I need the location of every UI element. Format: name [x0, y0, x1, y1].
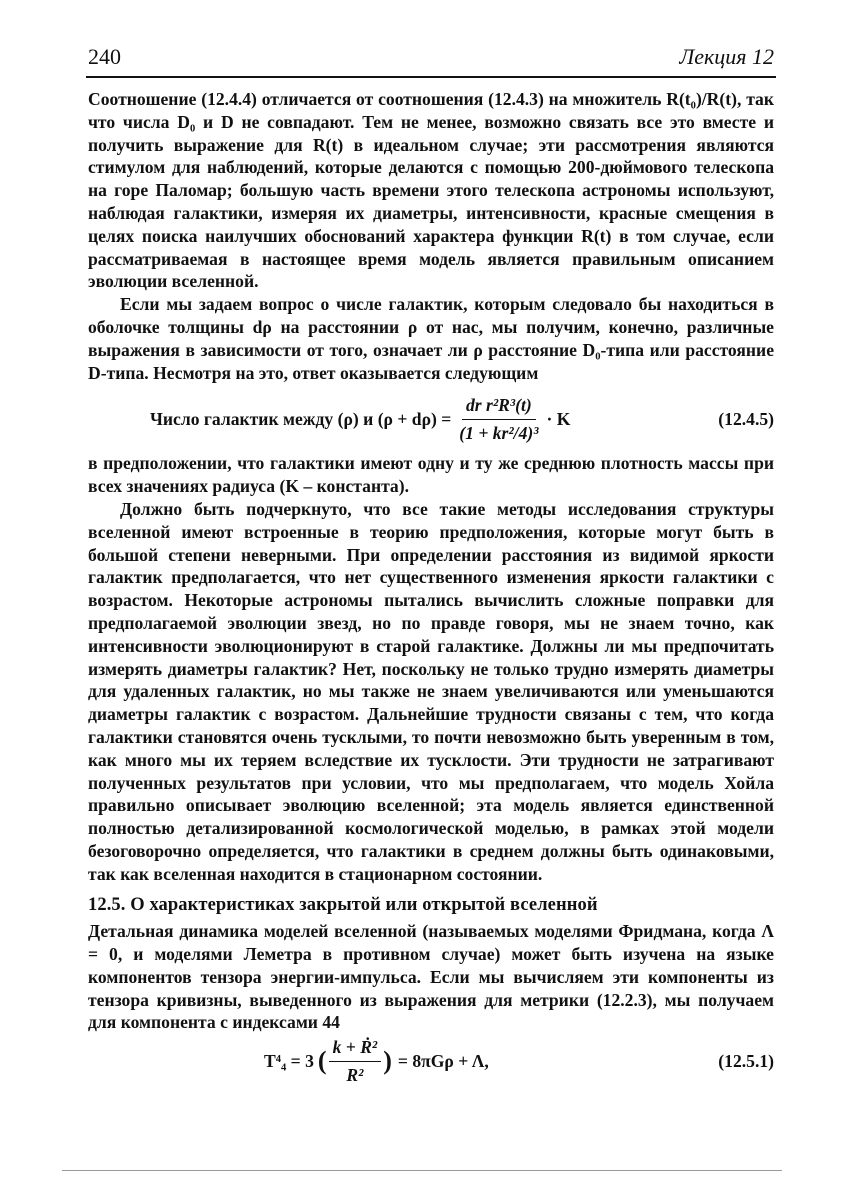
equation-12-4-5	[88, 388, 774, 450]
paragraph-1: Соотношение (12.4.4) отличается от соотношения (12.4.3) на множитель R(t₀)/R(t), так что числа D₀ и D не совпадают. Тем не менее, возможно связать все это вместе и получить выражение для R(t) в идеальном случае; эти рассмотрения являются стимулом для наблюдений, которые делаются с помощью 200-дюймового телескопа на горе Паломар; большую часть времени этого телескопа астрономы используют, наблюдая галактики, измеряя их диаметры, интенсивности, красные смещения в целях поиска наилучших обоснований характера функции R(t) в том случае, если рассматриваемая в настоящее время модель является правильным описанием эволюции вселенной.	[88, 89, 774, 292]
left-paren: (	[317, 1045, 327, 1075]
equation-1-rhs: · K	[546, 408, 571, 429]
scan-bottom-edge	[62, 1170, 782, 1171]
equation-1-fraction	[459, 394, 538, 445]
equation-1-denominator: (1 + kr²/4)³	[459, 422, 539, 443]
paragraph-5: Детальная динамика моделей вселенной (называемых моделями Фридмана, когда Λ = 0, и моделями Леметра в противном случае) может быть изучена на языке компонентов тензора энергии-импульса. Если мы вычисляем эти компоненты из тензора кривизны, выведенного из выражения для метрики (12.2.3), мы получаем для компонента с индексами 44	[88, 921, 774, 1033]
equation-1-lhs: Число галактик между (ρ) и (ρ + dρ) =	[150, 408, 452, 429]
equation-2-denominator: R²	[346, 1064, 364, 1085]
equation-2-number: (12.5.1)	[718, 1050, 774, 1071]
page-number: 240	[88, 44, 121, 69]
equation-2-lhs: T⁴₄ = 3	[264, 1050, 314, 1071]
right-paren: )	[383, 1045, 392, 1075]
chapter-title: Лекция 12	[679, 44, 774, 69]
equation-2-fraction	[329, 1036, 382, 1087]
equation-2-rhs: = 8πGρ + Λ,	[397, 1050, 489, 1071]
header-rule	[86, 76, 776, 78]
equation-12-5-1	[88, 1036, 774, 1086]
equation-1-numerator: dr r²R³(t)	[462, 394, 536, 420]
paragraph-4: Должно быть подчеркнуто, что все такие методы исследования структуры вселенной имеют встроенные в теорию предположения, которые могут быть в большой степени неверными. При определении расстояния из видимой яркости галактик предполагается, что нет существенного изменения яркости галактики с возрастом. Некоторые астрономы пытались вычислить сложные поправки для предполагаемой эволюции звезд, но по правде говоря, мы не знаем точно, как интенсивности эволюционируют в старой галактике. Должны ли мы предпочитать измерять диаметры галактик? Нет, поскольку не только трудно измерять диаметры для удаленных галактик, но мы также не знаем увеличиваются или уменьшаются диаметры галактик с возрастом. Дальнейшие трудности связаны с тем, что когда галактики становятся очень тусклыми, то почти невозможно быть уверенным в том, как много мы их теряем вследствие их тусклости. Эти трудности не затрагивают полученных результатов при условии, что мы предполагаем, что модель Хойла правильно описывает эволюцию вселенной; эта модель является единственной полностью детализированной космологической моделью, в рамках этой модели безоговорочно определяется, что галактики в среднем должны быть одинаковыми, так как вселенная находится в стационарном состоянии.	[88, 498, 774, 884]
paragraph-3: в предположении, что галактики имеют одну и ту же среднюю плотность массы при всех значениях радиуса (K – константа).	[88, 453, 774, 497]
section-heading: 12.5. О характеристиках закрытой или открытой вселенной	[88, 894, 598, 915]
paragraph-2: Если мы задаем вопрос о числе галактик, которым следовало бы находиться в оболочке толщины dρ на расстоянии ρ от нас, мы получим, конечно, различные выражения в зависимости от того, означает ли ρ расстояние D₀-типа или расстояние D-типа. Несмотря на это, ответ оказывается следующим	[88, 294, 774, 383]
page-header	[88, 44, 774, 74]
equation-2-numerator: k + Ṙ²	[329, 1036, 382, 1062]
equation-1-number: (12.4.5)	[718, 408, 774, 429]
page-body	[88, 88, 774, 1086]
